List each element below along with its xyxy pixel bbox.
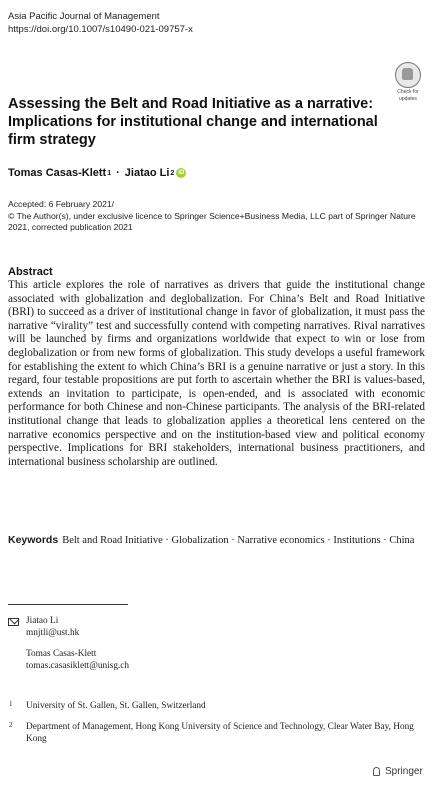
author-separator: · xyxy=(116,167,120,179)
contact-email[interactable]: tomas.casasiklett@unisg.ch xyxy=(26,660,130,671)
badge-line-2: updates xyxy=(399,96,417,102)
author-name: Jiatao Li xyxy=(124,167,170,179)
affiliation-text: University of St. Gallen, St. Gallen, Switzerland xyxy=(26,701,206,711)
check-updates-icon xyxy=(395,62,421,88)
badge-line-1: Check for xyxy=(397,89,419,95)
accepted-date: Accepted: 6 February 2021/ xyxy=(8,199,115,209)
second-author-contact xyxy=(26,649,129,672)
affiliation-text: Department of Management, Hong Kong University of Science and Technology, Clear Water Bay, Hong Kong xyxy=(26,722,414,744)
author-affiliation-mark: 1 xyxy=(107,169,112,177)
affiliation-number: 2 xyxy=(9,721,13,729)
orcid-icon[interactable]: iD xyxy=(178,170,185,176)
publisher-name: Springer xyxy=(385,766,423,777)
article-title: Assessing the Belt and Road Initiative as a narrative: Implications for institutional change and international firm strategy xyxy=(8,96,378,148)
copyright-notice: © The Author(s), under exclusive licence to Springer Science+Business Media, LLC part of Springer Nature 2021, corrected publication 2021 xyxy=(8,210,416,232)
journal-header xyxy=(8,10,193,36)
keywords-section xyxy=(8,534,423,548)
affiliation-number: 1 xyxy=(9,700,13,708)
springer-horse-icon xyxy=(372,766,382,777)
author-name: Tomas Casas-Klett xyxy=(8,167,107,179)
contact-name: Jiatao Li xyxy=(26,616,59,626)
article-dates xyxy=(8,199,426,234)
corresponding-author-contact xyxy=(26,616,79,639)
abstract-text: This article explores the role of narratives as drivers that guide the institutional change associated with globalization and deglobalization. For China’s Belt and Road Initiative (BRI) to succeed as a driver of institutional change in favor of globalization, it must pass the narrative “virality” test and successfully contend with competing narratives. Rival narratives will be launched by firms and organizations worldwide that expect to win or lose from deglobalization or from new forms of globalization. This study develops a useful framework for establishing the extent to which China’s BRI is a genuine narrative or just a story. In this regard, four testable propositions are put forth to ascertain whether the BRI is values-based, extends an invitation to participate, is open-ended, and is associated with economic performance for both Chinese and non-Chinese participants. The analysis of the BRI-related institutional change that leads to globalization applies a theoretical lens centered on the narrative economics perspective and on the institution-based view and political economy perspective. Implications for BRI stakeholders, international business practitioners, and international business scholarship are outlined. xyxy=(8,279,425,468)
envelope-icon xyxy=(8,618,19,626)
keywords-label: Keywords xyxy=(8,534,59,546)
check-for-updates-badge[interactable] xyxy=(391,62,425,100)
contact-name: Tomas Casas-Klett xyxy=(26,649,97,659)
journal-name: Asia Pacific Journal of Management xyxy=(8,11,160,22)
doi-link[interactable]: https://doi.org/10.1007/s10490-021-09757-x xyxy=(8,24,193,35)
abstract-heading: Abstract xyxy=(8,266,53,278)
publisher-logo xyxy=(372,766,423,777)
author-list xyxy=(8,167,186,179)
footnote-divider xyxy=(8,604,128,605)
contact-email[interactable]: mnjtli@ust.hk xyxy=(26,627,80,638)
keywords-list: Belt and Road Initiative · Globalization · Narrative economics · Institutions · China xyxy=(62,535,415,546)
author-affiliation-mark: 2 xyxy=(170,169,175,177)
